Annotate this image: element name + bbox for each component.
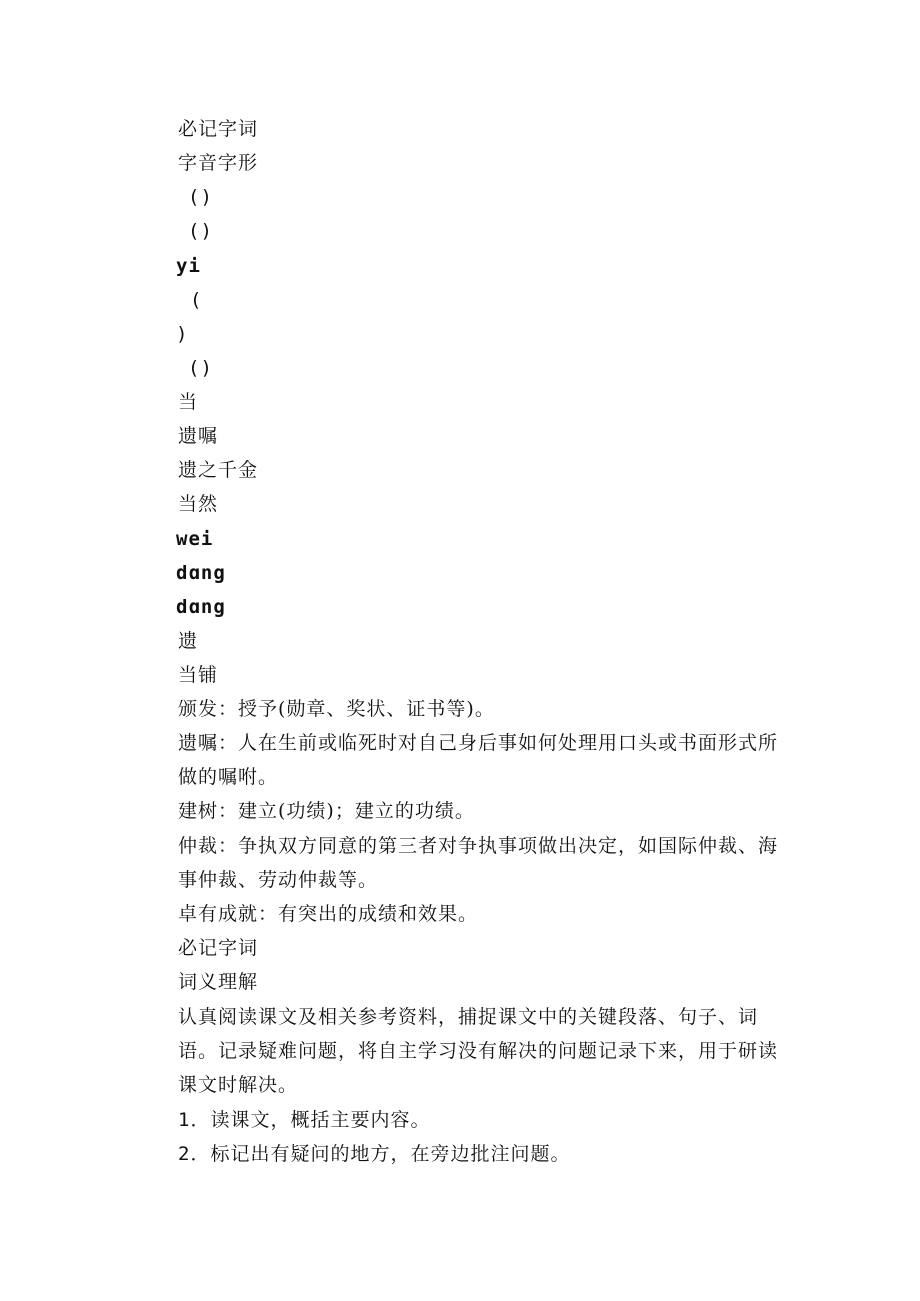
definition: 遗嘱：人在生前或临死时对自己身后事如何处理用口头或书面形式所做的嘱咐。	[178, 732, 779, 788]
task-number: 1	[178, 1109, 191, 1131]
close-parenthesis: )	[176, 323, 189, 345]
blank-parentheses: ()	[188, 220, 213, 242]
task-text: ．标记出有疑问的地方，在旁边批注问题。	[190, 1143, 571, 1165]
definition: 仲裁：争执双方同意的第三者对争执事项做出决定，如国际仲裁、海事仲裁、劳动仲裁等。	[178, 835, 779, 891]
open-parenthesis: (	[190, 289, 203, 311]
instruction-paragraph: 认真阅读课文及相关参考资料，捕捉课文中的关键段落、句子、词语。记录疑难问题，将自主学习没有解决的问题记录下来，用于研读课文时解决。	[178, 1006, 779, 1096]
vocab-word: 遗嘱	[178, 425, 219, 447]
pinyin-label: wei	[176, 528, 214, 550]
task-item	[178, 1137, 570, 1171]
definition: 颁发：授予(勋章、奖状、证书等)。	[178, 698, 495, 720]
pinyin-label: dɑng	[176, 562, 226, 584]
vocab-char: 当	[178, 391, 199, 413]
pinyin-label: dɑng	[176, 596, 226, 618]
vocab-word: 当然	[178, 493, 219, 515]
pinyin-label: yi	[176, 255, 201, 277]
meaning-header: 词义理解	[178, 971, 259, 993]
vocab-header: 必记字词	[178, 937, 259, 959]
definition: 卓有成就：有突出的成绩和效果。	[178, 903, 479, 925]
blank-parentheses: ()	[188, 186, 213, 208]
vocab-word: 当铺	[178, 664, 219, 686]
vocab-char: 遗	[178, 630, 199, 652]
blank-parentheses: ()	[188, 357, 213, 379]
vocab-word: 遗之千金	[178, 459, 259, 481]
task-text: ．读课文，概括主要内容。	[190, 1109, 431, 1131]
definition: 建树：建立(功绩)；建立的功绩。	[178, 800, 475, 822]
task-number: 2	[178, 1143, 191, 1165]
task-item	[178, 1103, 430, 1137]
vocab-header: 必记字词	[178, 118, 259, 140]
pronunciation-header: 字音字形	[178, 152, 259, 174]
